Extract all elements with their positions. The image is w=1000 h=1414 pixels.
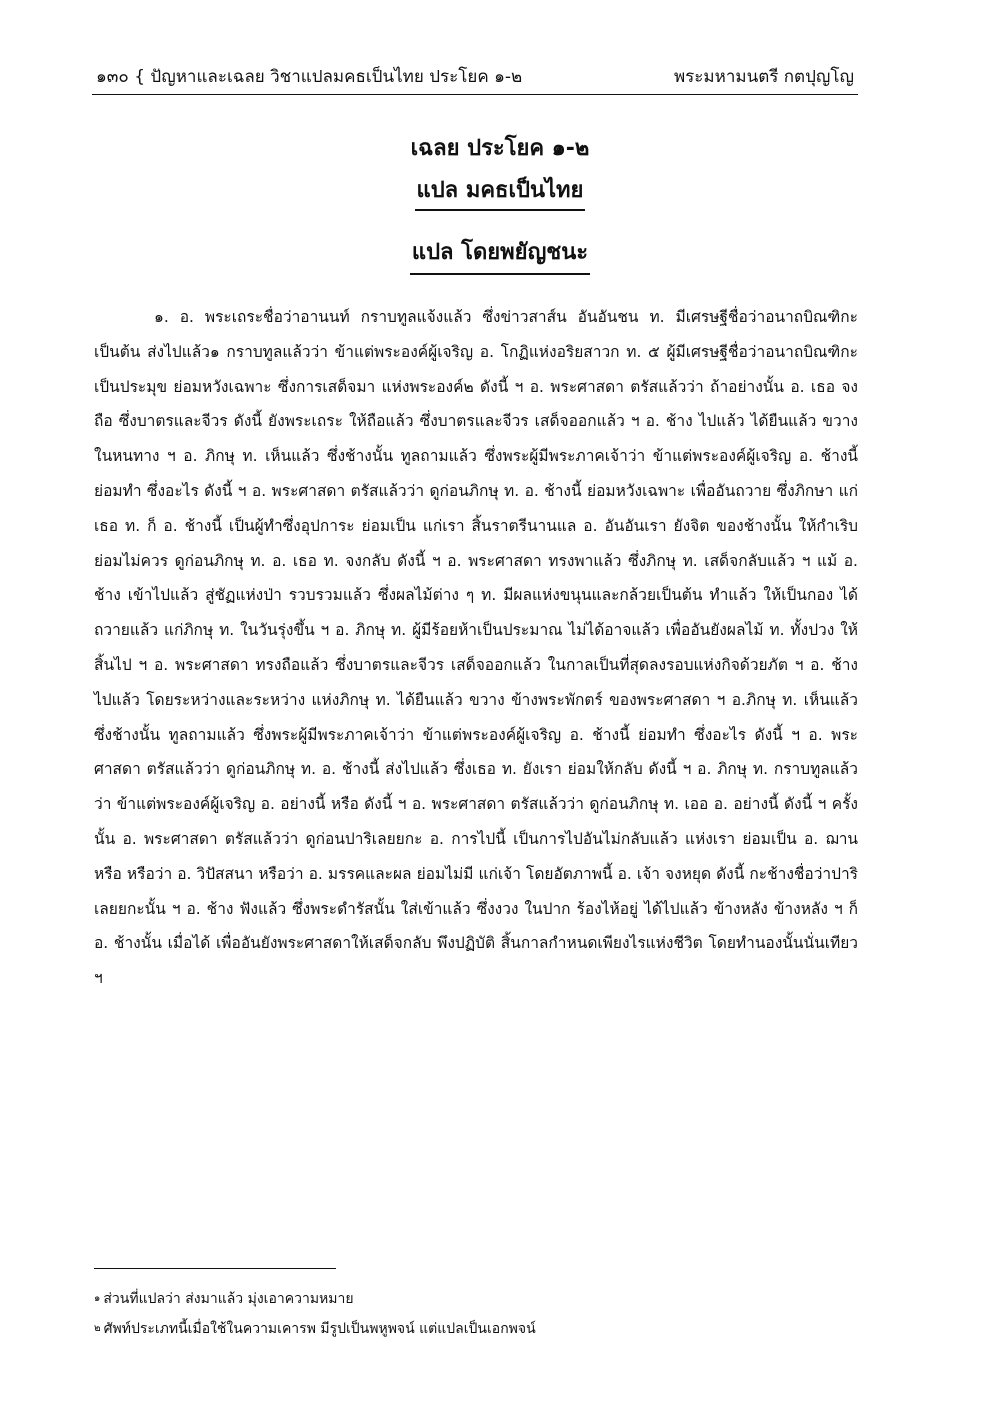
page-header [92,60,858,95]
footnote-1-text: ส่วนที่แปลว่า ส่งมาแล้ว มุ่งเอาความหมาย [103,1291,354,1307]
title-method-text: แปล โดยพยัญชนะ [410,234,590,275]
title-answer-text: เฉลย ประโยค ๑-๒ [410,136,590,161]
title-answer [0,130,1000,165]
title-subject-text: แปล มคธเป็นไทย [415,172,586,211]
header-author: พระมหามนตรี กตปุญโญ [673,67,854,87]
body-paragraph: ๑. อ. พระเถระชื่อว่าอานนท์ กราบทูลแจ้งแล้ว ซึ่งข่าวสาส์น อันอันชน ท. มีเศรษฐีชื่อว่าอนาถบิณฑิกะเป็นต้น ส่งไปแล้ว๑ กราบทูลแล้วว่า ข้าแต่พระองค์ผู้เจริญ อ. โกฏิแห่งอริยสาวก ท. ๕ ผู้มีเศรษฐีชื่อว่าอนาถบิณฑิกะเป็นประมุข ย่อมหวังเฉพาะ ซึ่งการเสด็จมา แห่งพระองค์๒ ดังนี้ ฯ อ. พระศาสดา ตรัสแล้วว่า ถ้าอย่างนั้น อ. เธอ จงถือ ซึ่งบาตรและจีวร ดังนี้ ยังพระเถระ ให้ถือแล้ว ซึ่งบาตรและจีวร เสด็จออกแล้ว ฯ อ. ช้าง ไปแล้ว ได้ยืนแล้ว ขวาง ในหนทาง ฯ อ. ภิกษุ ท. เห็นแล้ว ซึ่งช้างนั้น ทูลถามแล้ว ซึ่งพระผู้มีพระภาคเจ้าว่า ข้าแต่พระองค์ผู้เจริญ อ. ช้างนี้ ย่อมทำ ซึ่งอะไร ดังนี้ ฯ อ. พระศาสดา ตรัสแล้วว่า ดูก่อนภิกษุ ท. อ. ช้างนี้ ย่อมหวังเฉพาะ เพื่ออันถวาย ซึ่งภิกษา แก่เธอ ท. ก็ อ. ช้างนี้ เป็นผู้ทำซึ่งอุปการะ ย่อมเป็น แก่เรา สิ้นราตรีนานแล อ. อันอันเรา ยังจิต ของช้างนั้น ให้กำเริบ ย่อมไม่ควร ดูก่อนภิกษุ ท. อ. เธอ ท. จงกลับ ดังนี้ ฯ อ. พระศาสดา ทรงพาแล้ว ซึ่งภิกษุ ท. เสด็จกลับแล้ว ฯ แม้ อ. ช้าง เข้าไปแล้ว สู่ชัฏแห่งป่า รวบรวมแล้ว ซึ่งผลไม้ต่าง ๆ ท. มีผลแห่งขนุนและกล้วยเป็นต้น ทำแล้ว ให้เป็นกอง ได้ถวายแล้ว แก่ภิกษุ ท. ในวันรุ่งขึ้น ฯ อ. ภิกษุ ท. ผู้มีร้อยห้าเป็นประมาณ ไม่ได้อาจแล้ว เพื่ออันยังผลไม้ ท. ทั้งปวง ให้สิ้นไป ฯ อ. พระศาสดา ทรงถือแล้ว ซึ่งบาตรและจีวร เสด็จออกแล้ว ในกาลเป็นที่สุดลงรอบแห่งกิจด้วยภัต ฯ อ. ช้าง ไปแล้ว โดยระหว่างและระหว่าง แห่งภิกษุ ท. ได้ยืนแล้ว ขวาง ข้างพระพักตร์ ของพระศาสดา ฯ อ.ภิกษุ ท. เห็นแล้ว ซึ่งช้างนั้น ทูลถามแล้ว ซึ่งพระผู้มีพระภาคเจ้าว่า ข้าแต่พระองค์ผู้เจริญ อ. ช้างนี้ ย่อมทำ ซึ่งอะไร ดังนี้ ฯ อ. พระศาสดา ตรัสแล้วว่า ดูก่อนภิกษุ ท. อ. ช้างนี้ ส่งไปแล้ว ซึ่งเธอ ท. ยังเรา ย่อมให้กลับ ดังนี้ ฯ อ. ภิกษุ ท. กราบทูลแล้วว่า ข้าแต่พระองค์ผู้เจริญ อ. อย่างนี้ หรือ ดังนี้ ฯ อ. พระศาสดา ตรัสแล้วว่า ดูก่อนภิกษุ ท. เออ อ. อย่างนี้ ดังนี้ ฯ ครั้งนั้น อ. พระศาสดา ตรัสแล้วว่า ดูก่อนปาริเลยยกะ อ. การไปนี้ เป็นการไปอันไม่กลับแล้ว แห่งเรา ย่อมเป็น อ. ฌานหรือ หรือว่า อ. วิปัสสนา หรือว่า อ. มรรคและผล ย่อมไม่มี แก่เจ้า โดยอัตภาพนี้ อ. เจ้า จงหยุด ดังนี้ กะช้างชื่อว่าปาริเลยยกะนั้น ฯ อ. ช้าง ฟังแล้ว ซึ่งพระดำรัสนั้น ใส่เข้าแล้ว ซึ่งงวง ในปาก ร้องไห้อยู่ ได้ไปแล้ว ข้างหลัง ข้างหลัง ฯ ก็ อ. ช้างนั้น เมื่อได้ เพื่ออันยังพระศาสดาให้เสด็จกลับ พึงปฏิบัติ สิ้นกาลกำหนดเพียงไรแห่งชีวิต โดยทำนองนั้นนั่นเทียว ฯ [94,308,858,988]
footnote-divider [94,1268,336,1269]
footnote-2 [94,1314,858,1344]
title-subject [0,172,1000,211]
footnote-1 [94,1284,858,1314]
footnote-2-text: ศัพท์ประเภทนี้เมื่อใช้ในความเคารพ มีรูปเป็นพหูพจน์ แต่แปลเป็นเอกพจน์ [103,1321,536,1337]
footnotes [94,1284,858,1344]
body-text [94,300,858,996]
title-method [0,234,1000,275]
footnote-1-mark: ๑ [94,1293,101,1304]
footnote-2-mark: ๒ [94,1323,101,1334]
header-left-text: ๑๓๐ { ปัญหาและเฉลย วิชาแปลมคธเป็นไทย ประโยค ๑-๒ [96,67,523,87]
